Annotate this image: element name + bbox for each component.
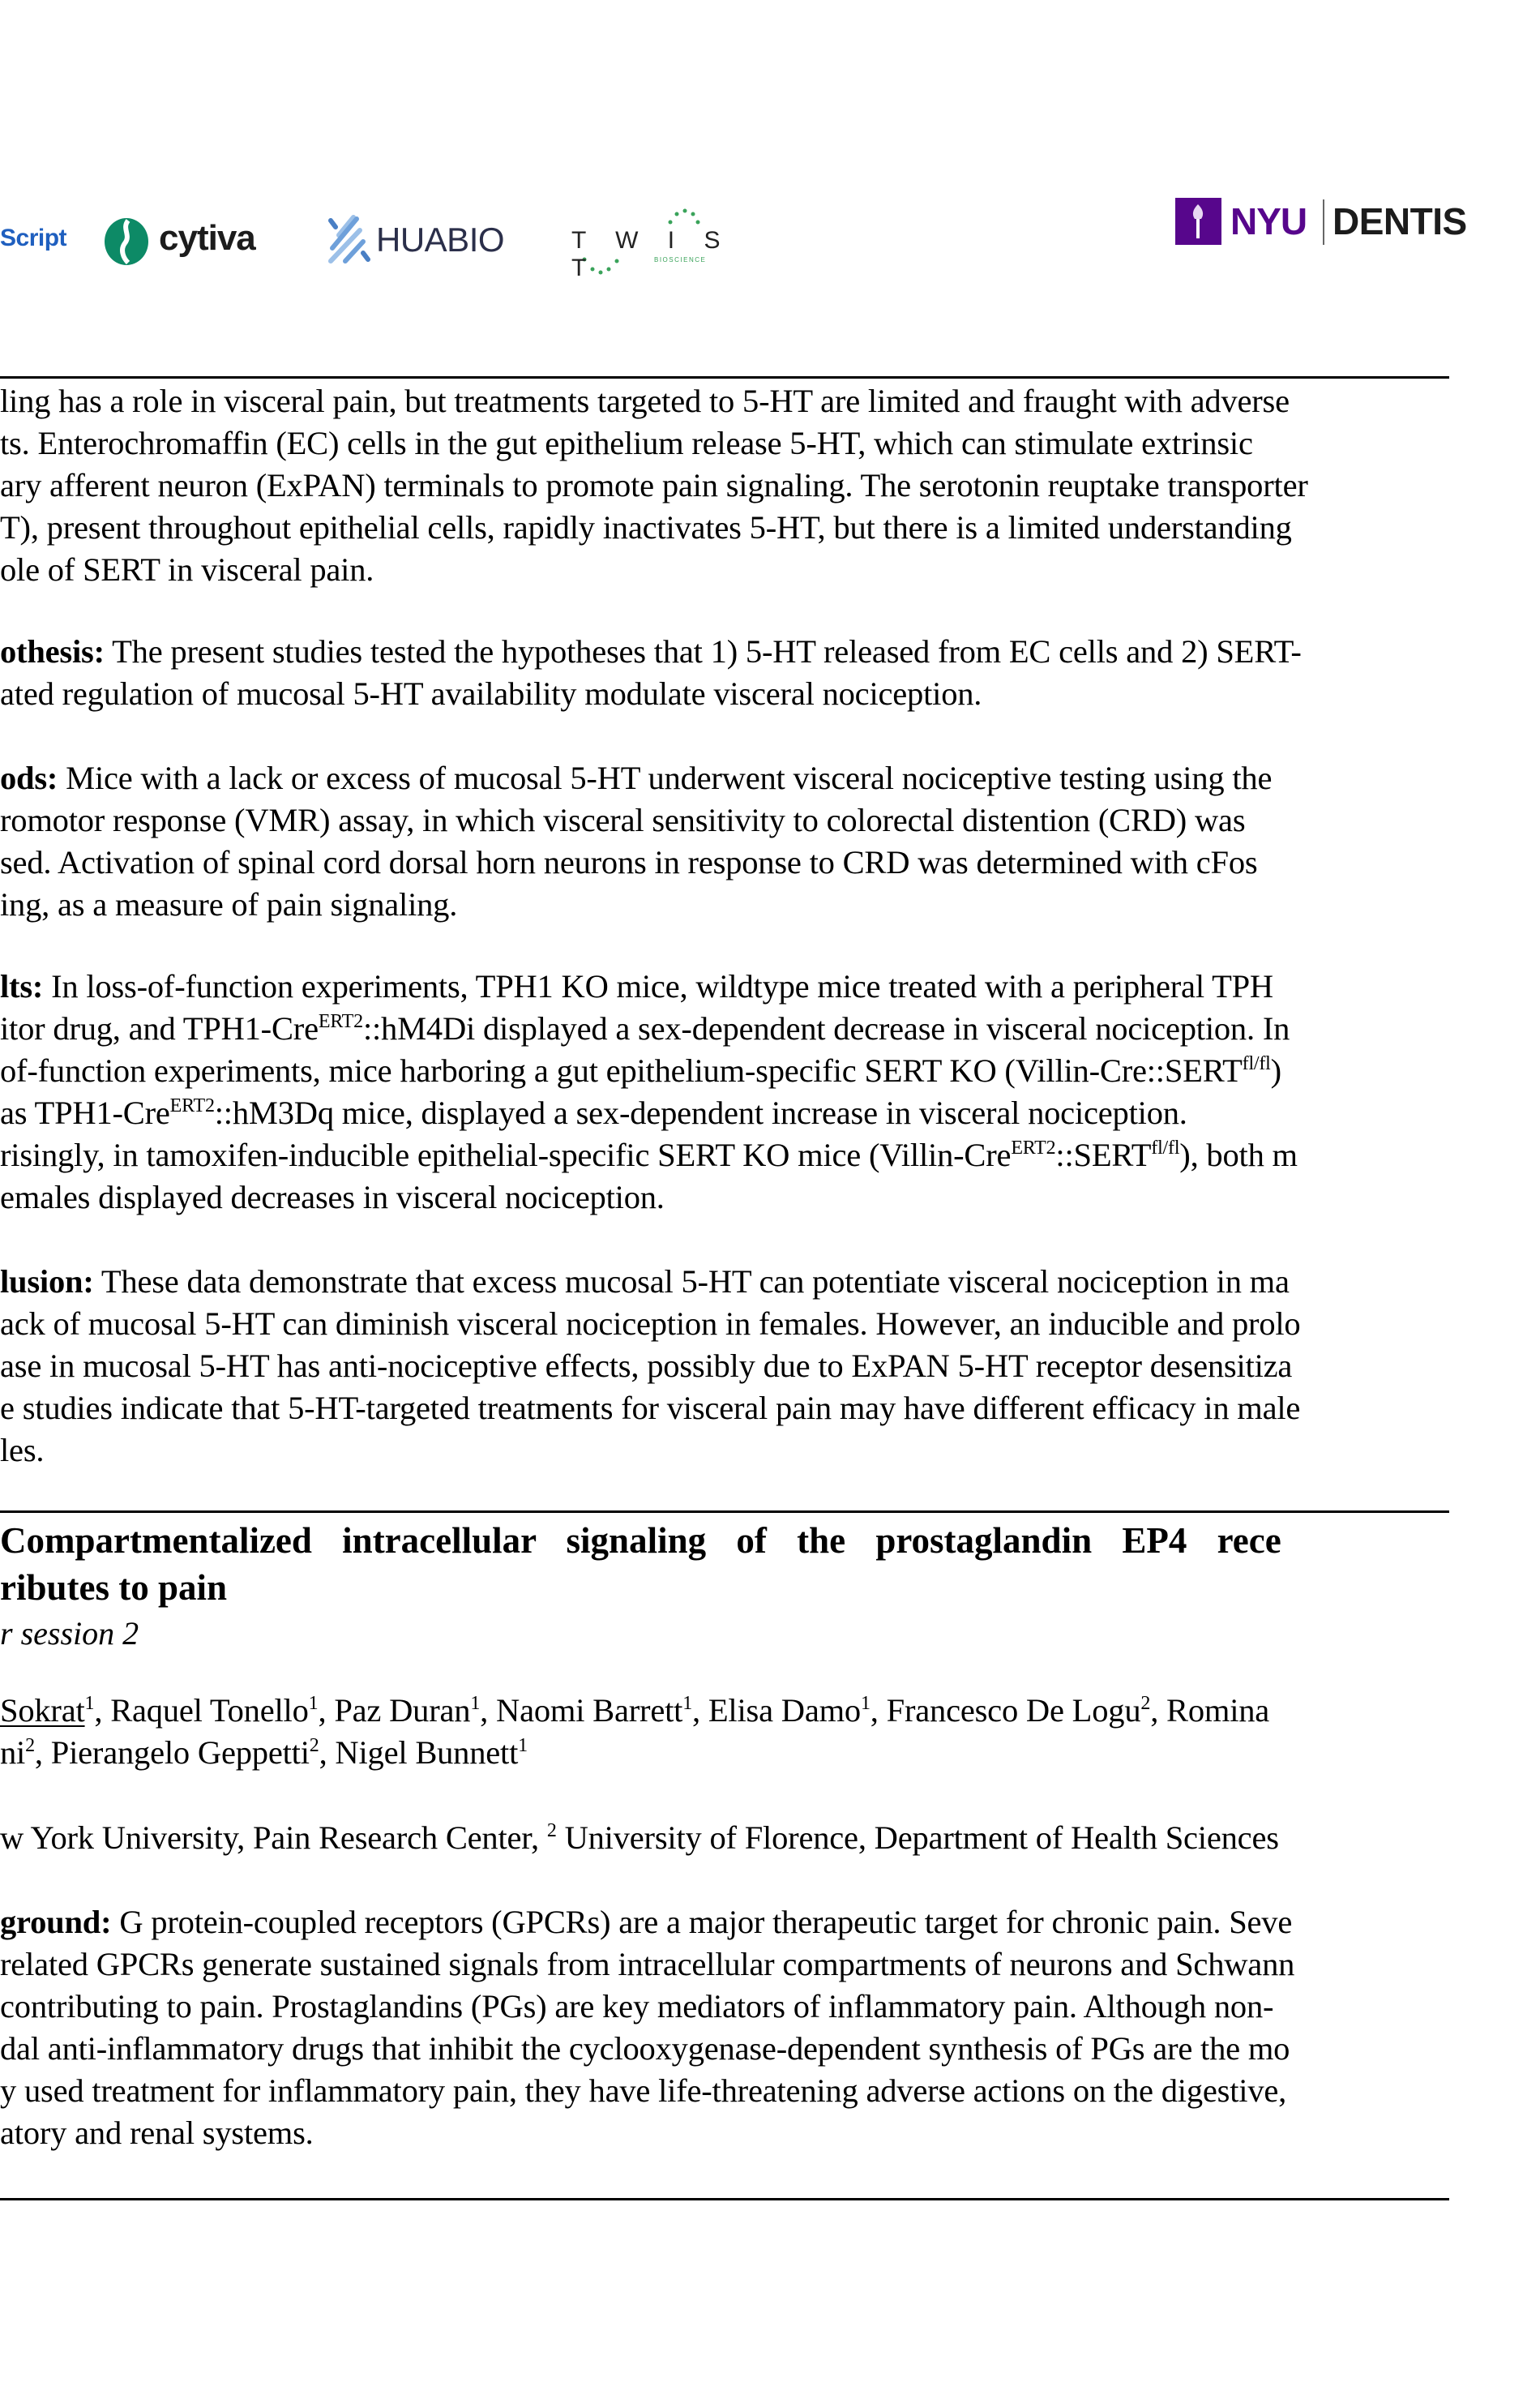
author: , Naomi Barrett [480,1692,683,1729]
hypothesis-text: The present studies tested the hypotheses that 1) 5-HT released from EC cells and 2) SERT- [104,633,1302,670]
conclusion-label: lusion: [0,1263,94,1300]
author: , Pierangelo Geppetti [34,1734,310,1771]
superscript: 2 [309,1735,319,1756]
results-text: of-function experiments, mice harboring a gut epithelium-specific SERT KO (Villin-Cre::SERT [0,1052,1243,1089]
methods-line: romotor response (VMR) assay, in which visceral sensitivity to colorectal distention (CRD) was [0,802,1246,838]
background-line: ling has a role in visceral pain, but treatments targeted to 5-HT are limited and fraught with adverse [0,383,1290,419]
cytiva-wordmark: cytiva [159,218,255,258]
superscript: 1 [308,1693,319,1714]
hypothesis-line: ated regulation of mucosal 5-HT availability modulate visceral nociception. [0,675,982,712]
methods-label: ods: [0,760,58,796]
results-text: as TPH1-Cre [0,1095,170,1131]
background-line: ole of SERT in visceral pain. [0,551,374,588]
superscript: 1 [518,1735,528,1756]
nyu-torch-icon [1175,198,1221,245]
hypothesis-line [0,632,1302,672]
background-line: dal anti-inflammatory drugs that inhibit the cyclooxygenase-dependent synthesis of PGs are the mo [0,2030,1290,2067]
results-text: itor drug, and TPH1-Cre [0,1010,319,1047]
background-line: contributing to pain. Prostaglandins (PGs) are key mediators of inflammatory pain. Although non- [0,1988,1274,2025]
background-line: y used treatment for inflammatory pain, they have life-threatening adverse actions on the digestive, [0,2072,1287,2109]
hypothesis-label: othesis: [0,633,105,670]
authors-line [0,1690,1269,1731]
superscript: ERT2 [318,1011,363,1032]
superscript: 1 [860,1693,871,1714]
methods-line [0,758,1272,799]
genscript-logo: Script [0,225,67,251]
conclusion-line: ase in mucosal 5-HT has anti-nociceptive effects, possibly due to ExPAN 5-HT receptor desensitiza [0,1348,1293,1384]
background-line: related GPCRs generate sustained signals from intracellular compartments of neurons and Schwann [0,1946,1295,1982]
huabio-icon [327,216,374,264]
session-label: r session 2 [0,1615,139,1652]
methods-line: sed. Activation of spinal cord dorsal horn neurons in response to CRD was determined with cFos [0,844,1258,881]
results-label: lts: [0,968,44,1005]
results-text: ), both m [1179,1137,1298,1173]
background-line: ary afferent neuron (ExPAN) terminals to promote pain signaling. The serotonin reuptake transporter [0,467,1308,503]
logo-divider [1323,199,1324,245]
background-line: ts. Enterochromaffin (EC) cells in the gut epithelium release 5-HT, which can stimulate extrinsic [0,425,1253,461]
abstract-title: ributes to pain [0,1567,228,1608]
background-line: atory and renal systems. [0,2114,314,2151]
results-text: ::hM3Dq mice, displayed a sex-dependent increase in visceral nociception. [214,1095,1187,1131]
affiliation: University of Florence, Department of Health Sciences [556,1819,1279,1856]
author: , Paz Duran [318,1692,471,1729]
background-line [0,1902,1292,1943]
section-divider [0,1510,1449,1513]
author: , Romina [1150,1692,1270,1729]
superscript: 2 [1140,1693,1151,1714]
results-line [0,966,1273,1007]
conclusion-text: These data demonstrate that excess mucosal 5-HT can potentiate visceral nociception in ma [93,1263,1290,1300]
superscript: 2 [25,1735,35,1756]
superscript: 2 [546,1820,557,1841]
dentistry-wordmark: DENTIS [1333,200,1467,242]
background-text: G protein-coupled receptors (GPCRs) are a major therapeutic target for chronic pain. Seve [111,1904,1293,1940]
background-label: ground: [0,1904,112,1940]
author: ni [0,1734,26,1771]
results-text: risingly, in tamoxifen-inducible epithelial-specific SERT KO mice (Villin-Cre [0,1137,1012,1173]
superscript: fl/fl [1151,1138,1180,1159]
author: , Raquel Tonello [94,1692,309,1729]
background-line: T), present throughout epithelial cells, rapidly inactivates 5-HT, but there is a limited understanding [0,509,1292,546]
conclusion-line [0,1262,1290,1302]
results-line [0,1009,1290,1049]
superscript: 1 [470,1693,481,1714]
conclusion-line: les. [0,1432,45,1468]
conclusion-line: e studies indicate that 5-HT-targeted treatments for visceral pain may have different efficacy in male [0,1390,1301,1426]
presenting-author: Sokrat [0,1692,85,1729]
superscript: fl/fl [1242,1053,1271,1074]
results-text: ::SERT [1055,1137,1152,1173]
nyu-wordmark: NYU [1230,200,1307,242]
methods-line: ing, as a measure of pain signaling. [0,886,458,923]
superscript: 1 [84,1693,95,1714]
results-line [0,1135,1298,1176]
bottom-divider [0,2198,1449,2200]
twist-logo [571,204,734,281]
superscript: ERT2 [169,1095,215,1116]
authors-line [0,1733,528,1773]
results-text: ) [1270,1052,1281,1089]
cytiva-icon [104,217,149,266]
results-text: ::hM4Di displayed a sex-dependent decrease in visceral nociception. In [362,1010,1290,1047]
conclusion-line: ack of mucosal 5-HT can diminish visceral nociception in females. However, an inducible and prolo [0,1305,1301,1342]
affiliation: w York University, Pain Research Center, [0,1819,547,1856]
results-line [0,1051,1281,1091]
results-line [0,1093,1187,1133]
superscript: 1 [682,1693,693,1714]
top-divider [0,376,1449,379]
twist-subtext: BIOSCIENCE [654,256,707,264]
huabio-wordmark: HUABIO [376,221,505,259]
results-text: In loss-of-function experiments, TPH1 KO mice, wildtype mice treated with a peripheral TPH [43,968,1273,1005]
author: , Elisa Damo [692,1692,861,1729]
author: , Nigel Bunnett [319,1734,519,1771]
twist-wordmark: T W I S T [571,227,732,281]
methods-text: Mice with a lack or excess of mucosal 5-HT underwent visceral nociceptive testing using the [58,760,1273,796]
superscript: ERT2 [1011,1138,1056,1159]
affiliations-line [0,1818,1279,1858]
abstract-title: Compartmentalized intracellular signaling of the prostaglandin EP4 rece [0,1520,1281,1561]
author: , Francesco De Logu [870,1692,1141,1729]
results-line: emales displayed decreases in visceral nociception. [0,1179,665,1215]
